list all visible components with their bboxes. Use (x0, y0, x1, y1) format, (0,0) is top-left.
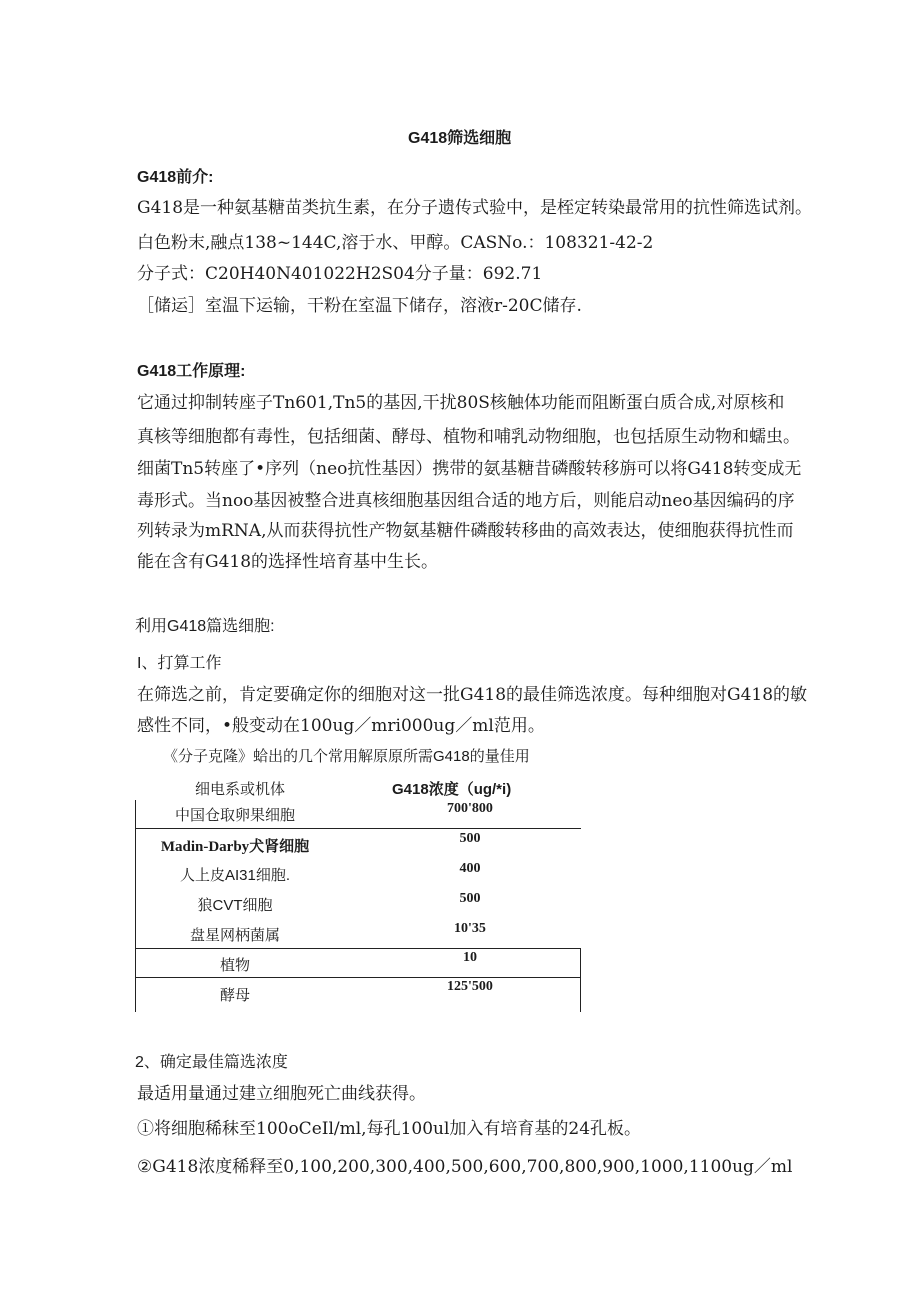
step1-line: 在筛选之前，肯定要确定你的细胞对这一批G418的最佳筛选浓度。每种细胞对G418的敏 (137, 685, 808, 705)
usage-heading: 利用G418篇选细胞: (135, 618, 275, 635)
row-divider (135, 948, 581, 949)
step2-line: 最适用量通过建立细胞死亡曲线获得。 (137, 1084, 426, 1104)
intro-line: G418是一种氨基糖苗类抗生素，在分子遗传式验中，是桎定转染最常用的抗性筛选试剂。 (137, 198, 813, 218)
step2-line: ②G418浓度稀释至0,100,200,300,400,500,600,700,800,900,1000,1100ug／ml (137, 1157, 793, 1177)
table-cell-concentration: 500 (459, 831, 481, 846)
principle-line: 能在含有G418的选择性培育基中生长。 (137, 552, 439, 572)
row-divider (135, 977, 581, 978)
table-right-border (580, 948, 581, 1012)
step1-line: 感性不同，•般变动在100ug／mri000ug／ml范用。 (137, 716, 545, 736)
intro-line: ［储运］室温下运输，干粉在室温下储存，溶液r-20C储存. (137, 296, 582, 316)
g418-concentration-table (135, 800, 581, 1012)
principle-line: 列转录为mRNA,从而获得抗性产物氨基糖件磷酸转移曲的高效表达，使细胞获得抗性而 (137, 521, 794, 541)
table-cell-organism: 中国仓取卵果细胞 (174, 807, 295, 824)
table-cell-organism: 植物 (219, 957, 250, 974)
table-cell-concentration: 400 (459, 861, 481, 876)
step1-heading: I、打算工作 (137, 655, 222, 672)
principle-line: 毒形式。当noo基因被整合进真核细胞基因组合适的地方后，则能启动neo基因编码的序 (137, 491, 795, 511)
table-caption: 《分子克隆》蛤出的几个常用解原原所需G418的量佳用 (163, 748, 530, 765)
table-cell-organism: 人上皮AI31细胞. (179, 867, 291, 884)
table-cell-concentration: 10 (463, 950, 477, 965)
principle-line: 真核等细胞都有毒性，包括细菌、酵母、植物和哺乳动物细胞，也包括原生动物和蠕虫。 (137, 427, 800, 447)
intro-heading: G418前介: (137, 169, 214, 186)
table-cell-organism: 酵母 (219, 987, 250, 1004)
intro-line: 白色粉末,融点138~144C,溶于水、甲醇。CASNo.：108321-42-2 (137, 233, 654, 253)
principle-line: 它通过抑制转座子Tn601,Tn5的基因,干扰80S核触体功能而阻断蛋白质合成,对原核和 (137, 393, 785, 413)
table-cell-organism: 狼CVT细胞 (197, 897, 273, 914)
table-cell-concentration: 125'500 (447, 979, 493, 994)
table-header-organism: 细电系或机体 (195, 781, 286, 798)
document-title: G418筛选细胞 (408, 130, 512, 147)
principle-line: 细菌Tn5转座了•序列（neo抗性基因）携带的氨基糖昔磷酸转移旃可以将G418转变成无 (137, 459, 802, 479)
intro-line: 分子式：C20H40N401022H2S04分子量：692.71 (137, 264, 543, 284)
step2-heading: 2、确定最佳篇选浓度 (135, 1054, 288, 1071)
table-cell-organism: Madin-Darby犬肾细胞 (160, 839, 310, 855)
table-header-concentration: G418浓度（ug/*i) (392, 781, 512, 798)
row-divider (135, 828, 581, 829)
table-cell-concentration: 700'800 (447, 801, 493, 816)
table-cell-organism: 盘星网柄菌属 (189, 927, 280, 944)
table-cell-concentration: 10'35 (454, 921, 486, 936)
step2-line: ①将细胞稀秣至100oCeIl/ml,每孔100ul加入有培育基的24孔板。 (137, 1119, 642, 1139)
table-cell-concentration: 500 (459, 891, 481, 906)
principle-heading: G418工作原理: (137, 363, 246, 380)
